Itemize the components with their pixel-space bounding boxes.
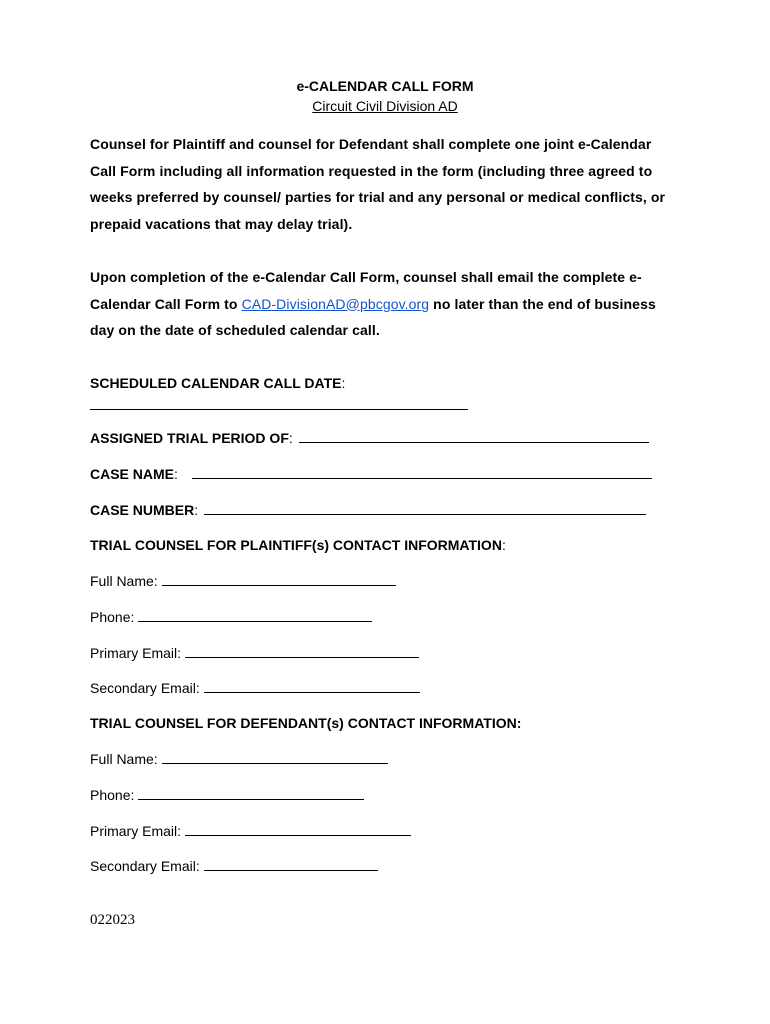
defendant-primary-email-row xyxy=(90,823,411,839)
case-number-label: CASE NUMBER xyxy=(90,502,195,518)
plaintiff-header-colon: : xyxy=(501,537,506,553)
defendant-contact-header: TRIAL COUNSEL FOR DEFENDANT(s) CONTACT INFORMATION: xyxy=(90,715,522,731)
case-number-row xyxy=(90,502,646,518)
defendant-full-name-field[interactable] xyxy=(162,762,388,764)
plaintiff-secondary-email-row xyxy=(90,680,420,696)
plaintiff-secondary-email-label: Secondary Email: xyxy=(90,680,200,696)
paragraph-2-text-before: Upon completion of the e-Calendar Call Form, counsel shall email the complete e-Calendar Call Form to xyxy=(90,269,642,312)
plaintiff-full-name-label: Full Name: xyxy=(90,573,158,589)
form-revision-code: 022023 xyxy=(90,912,135,928)
instructions-paragraph-2 xyxy=(90,264,680,344)
case-name-colon: : xyxy=(174,466,178,482)
defendant-phone-label: Phone: xyxy=(90,787,135,803)
defendant-secondary-email-row xyxy=(90,858,378,874)
defendant-secondary-email-field[interactable] xyxy=(204,869,378,871)
trial-period-colon: : xyxy=(288,430,293,446)
form-title: e-CALENDAR CALL FORM xyxy=(296,78,474,94)
case-name-field[interactable] xyxy=(192,477,652,479)
plaintiff-header-row xyxy=(90,537,506,553)
defendant-primary-email-label: Primary Email: xyxy=(90,823,182,839)
division-email-link[interactable]: CAD-DivisionAD@pbcgov.org xyxy=(241,295,430,312)
scheduled-date-row xyxy=(90,375,345,391)
defendant-full-name-row xyxy=(90,751,388,767)
form-subtitle: Circuit Civil Division AD xyxy=(312,98,458,114)
plaintiff-full-name-row xyxy=(90,573,396,589)
defendant-secondary-email-label: Secondary Email: xyxy=(90,858,200,874)
scheduled-date-label: SCHEDULED CALENDAR CALL DATE xyxy=(90,375,342,391)
defendant-phone-field[interactable] xyxy=(138,798,364,800)
defendant-header-row xyxy=(90,715,521,731)
defendant-full-name-label: Full Name: xyxy=(90,751,158,767)
defendant-primary-email-field[interactable] xyxy=(185,834,411,836)
trial-period-row xyxy=(90,430,649,446)
case-name-row xyxy=(90,466,652,482)
scheduled-date-colon: : xyxy=(341,375,346,391)
plaintiff-primary-email-row xyxy=(90,645,419,661)
plaintiff-phone-row xyxy=(90,609,372,625)
plaintiff-contact-header: TRIAL COUNSEL FOR PLAINTIFF(s) CONTACT INFORMATION xyxy=(90,537,502,553)
case-name-label: CASE NAME xyxy=(90,466,175,482)
case-number-field[interactable] xyxy=(204,513,646,515)
trial-period-field[interactable] xyxy=(299,441,649,443)
case-number-colon: : xyxy=(194,502,199,518)
plaintiff-phone-label: Phone: xyxy=(90,609,135,625)
scheduled-date-field[interactable] xyxy=(90,409,468,410)
paragraph-2-text-after: no later than the end of business day on the date of scheduled calendar call. xyxy=(90,295,656,338)
trial-period-label: ASSIGNED TRIAL PERIOD OF xyxy=(90,430,289,446)
instructions-paragraph-1: Counsel for Plaintiff and counsel for Defendant shall complete one joint e-Calendar Call Form including all information requested in the form (including three agreed to weeks preferred by counsel/ parties for trial and any personal or medical conflicts, or prepaid vacations that may delay trial). xyxy=(90,136,666,232)
plaintiff-primary-email-label: Primary Email: xyxy=(90,645,182,661)
defendant-phone-row xyxy=(90,787,364,803)
plaintiff-primary-email-field[interactable] xyxy=(185,656,419,658)
plaintiff-phone-field[interactable] xyxy=(138,620,372,622)
plaintiff-full-name-field[interactable] xyxy=(162,584,396,586)
plaintiff-secondary-email-field[interactable] xyxy=(204,691,420,693)
